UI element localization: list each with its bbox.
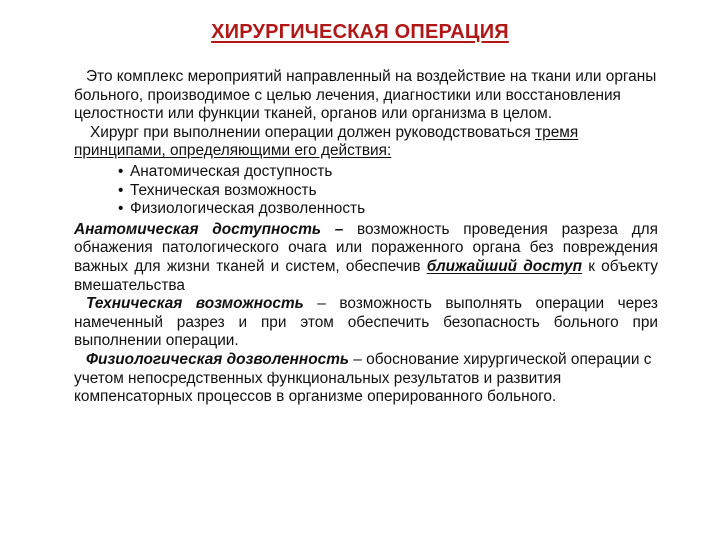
anatomical-text-end: к объекту вмешательства: [74, 257, 658, 294]
list-item: [74, 163, 658, 182]
three-principles-phrase: тремя принципами,: [74, 123, 579, 160]
principles-list: [74, 163, 658, 219]
anatomical-term: Анатомическая доступность –: [74, 220, 344, 238]
principle-label: Техническая возможность: [130, 181, 317, 199]
principle-label: Анатомическая доступность: [130, 162, 333, 180]
principles-intro-start: Хирург при выполнении операции должен руководствоваться: [90, 123, 536, 141]
principle-label: Физиологическая дозволенность: [130, 200, 366, 218]
anatomical-text: возможность проведения разреза для обнажения патологического очага или пораженного органа без повреждения важных для жизни тканей и систем, обеспечив: [74, 220, 658, 275]
bullet-icon: •: [118, 162, 124, 180]
nearest-access-term: ближайший доступ: [426, 257, 582, 275]
list-item: [74, 182, 658, 201]
slide-title: [0, 21, 720, 44]
list-item: [74, 200, 658, 219]
anatomical-paragraph: [74, 221, 658, 295]
technical-term: Техническая возможность: [86, 295, 304, 313]
bullet-icon: •: [118, 200, 124, 218]
principles-intro: [74, 124, 658, 161]
definition-paragraph: Это комплекс мероприятий направленный на воздействие на ткани или органы больного, производимое с целью лечения, диагностики или восстановления целостности или функции тканей, органов или организма в целом.: [74, 68, 657, 123]
slide-body: [74, 68, 658, 407]
technical-paragraph: [74, 295, 658, 351]
physiological-text: – обоснование хирургической операции с учетом непосредственных функциональных результатов и развития компенсаторных процессов в организме оперированного больного.: [74, 350, 652, 406]
technical-text: – возможность выполнять операции через намеченный разрез и при этом обеспечить безопасность больного при выполнении операции.: [74, 295, 658, 350]
bullet-icon: •: [118, 181, 124, 199]
principles-intro-end: определяющими его действия:: [165, 142, 392, 160]
slide-title-text: ХИРУРГИЧЕСКАЯ ОПЕРАЦИЯ: [211, 21, 509, 43]
physiological-term: Физиологическая дозволенность: [86, 350, 350, 368]
physiological-paragraph: [74, 351, 658, 407]
